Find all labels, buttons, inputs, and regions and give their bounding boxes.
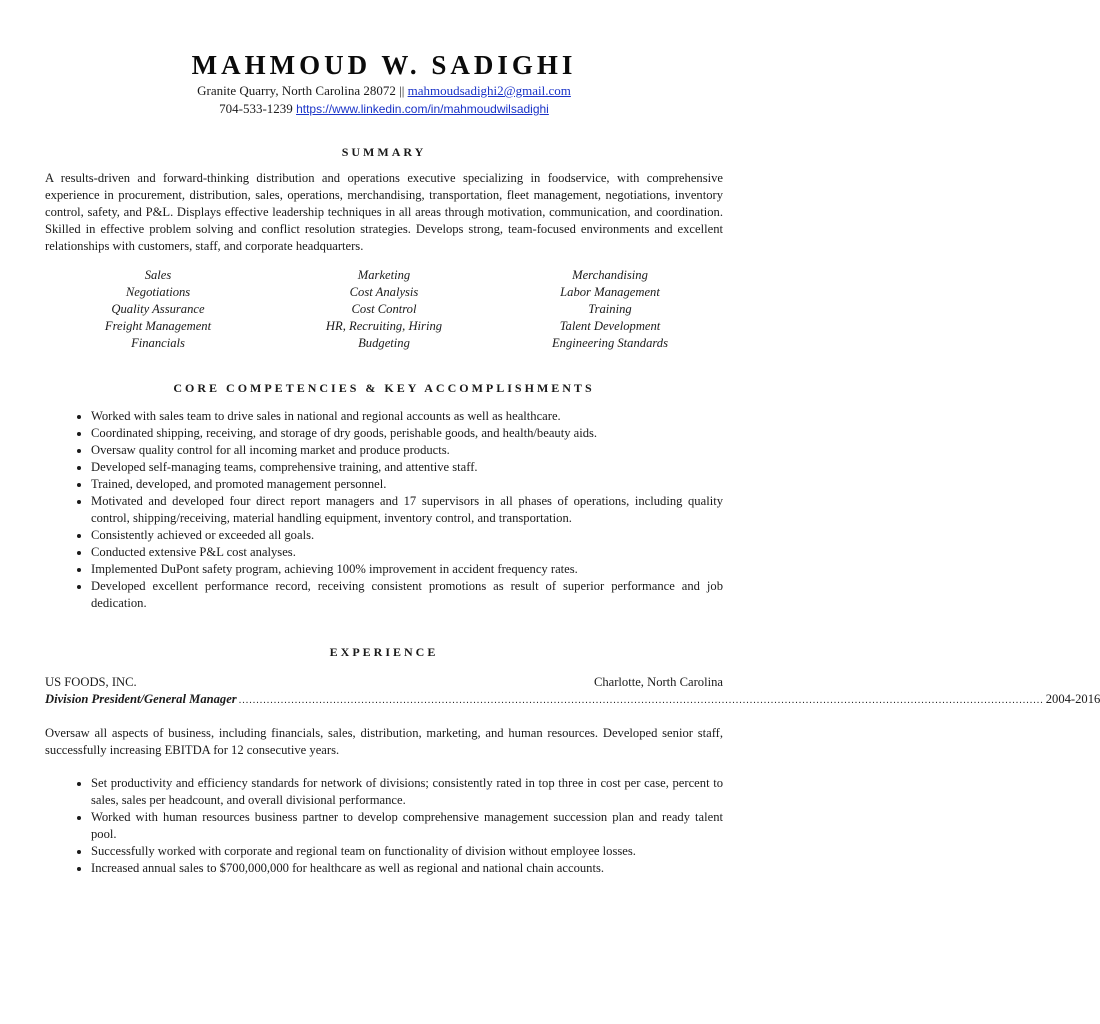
contact-line-2 — [45, 100, 723, 118]
list-item: • Coordinated shipping, receiving, and storage of dry goods, perishable goods, and health/beauty aids. — [91, 425, 723, 442]
skill-item: Cost Control — [351, 302, 417, 316]
skill-item: Marketing — [357, 268, 411, 282]
linkedin-link[interactable]: https://www.linkedin.com/in/mahmoudwilsadighi — [296, 102, 549, 116]
job-bullets — [45, 775, 723, 877]
skill-item: Cost Analysis — [349, 285, 419, 299]
job-title: Division President/General Manager — [45, 692, 237, 706]
skill-item: Sales — [144, 268, 172, 282]
candidate-name: MAHMOUD W. SADIGHI — [191, 50, 577, 80]
skill-item: Financials — [131, 336, 185, 350]
company-name: US FOODS, INC. — [45, 675, 137, 689]
skill-item: Talent Development — [559, 319, 661, 333]
dot-leader: ...................................................................................................................................................................................................................................... — [238, 695, 1044, 706]
list-item: • Consistently achieved or exceeded all goals. — [91, 527, 723, 544]
list-item: • Worked with sales team to drive sales in national and regional accounts as well as healthcare. — [91, 408, 723, 425]
experience-heading: EXPERIENCE — [329, 645, 439, 659]
location-text: Granite Quarry, North Carolina 28072 || — [197, 83, 405, 98]
list-item: • Trained, developed, and promoted management personnel. — [91, 476, 723, 493]
skills-grid — [45, 267, 723, 352]
skill-item: Freight Management — [104, 319, 212, 333]
skills-column-1 — [45, 267, 271, 352]
list-item: • Developed excellent performance record, receiving consistent promotions as result of superior performance and job dedication. — [91, 578, 723, 612]
list-item: • Increased annual sales to $700,000,000 for healthcare as well as regional and national chain accounts. — [91, 860, 723, 877]
skill-item: Negotiations — [125, 285, 191, 299]
summary-heading: SUMMARY — [341, 145, 427, 159]
skill-item: Engineering Standards — [551, 336, 669, 350]
contact-line-1 — [45, 82, 723, 100]
job-years: 2004-2016 — [1045, 692, 1100, 706]
list-item: • Developed self-managing teams, comprehensive training, and attentive staff. — [91, 459, 723, 476]
skill-item: Training — [588, 302, 632, 316]
list-item: • Oversaw quality control for all incoming market and produce products. — [91, 442, 723, 459]
job-title-row — [45, 691, 1100, 709]
list-item: • Conducted extensive P&L cost analyses. — [91, 544, 723, 561]
skill-item: Budgeting — [358, 336, 410, 350]
summary-paragraph: A results-driven and forward-thinking distribution and operations executive specializing in foodservice, with comprehensive experience in procurement, distribution, sales, operations, merchandising, transportation, fleet management, negotiations, inventory control, safety, and P&L. Displays effective leadership techniques in all areas through motivation, communication, and coordination. Skilled in effective problem solving and conflict resolution strategies. Develops strong, team-focused environments and excellent relationships with customers, staff, and corporate headquarters. — [45, 171, 723, 253]
list-item: • Motivated and developed four direct report managers and 17 supervisors in all phases of operations, including quality control, shipping/receiving, material handling equipment, inventory control, and transportation. — [91, 493, 723, 527]
skill-item: Labor Management — [560, 285, 660, 299]
job-header — [45, 674, 723, 691]
email-link[interactable]: mahmoudsadighi2@gmail.com — [407, 83, 571, 98]
competencies-heading: CORE COMPETENCIES & KEY ACCOMPLISHMENTS — [173, 381, 595, 395]
job-description: Oversaw all aspects of business, including financials, sales, distribution, marketing, and human resources. Developed senior staff, successfully increasing EBITDA for 12 consecutive years. — [45, 726, 723, 757]
list-item: • Worked with human resources business partner to develop comprehensive management succession plan and ready talent pool. — [91, 809, 723, 843]
job-location: Charlotte, North Carolina — [593, 675, 723, 689]
skill-item: Merchandising — [572, 268, 648, 282]
skill-item: HR, Recruiting, Hiring — [325, 319, 443, 333]
job-entry — [45, 674, 1100, 877]
skills-column-2 — [271, 267, 497, 352]
competencies-list — [45, 408, 723, 612]
list-item: • Successfully worked with corporate and regional team on functionality of division without employee losses. — [91, 843, 723, 860]
skills-column-3 — [497, 267, 723, 352]
skill-item: Quality Assurance — [111, 302, 205, 316]
phone-text: 704-533-1239 — [219, 101, 293, 116]
list-item: • Set productivity and efficiency standards for network of divisions; consistently rated in top three in cost per case, percent to sales, sales per headcount, and overall divisional performance. — [91, 775, 723, 809]
list-item: • Implemented DuPont safety program, achieving 100% improvement in accident frequency rates. — [91, 561, 723, 578]
